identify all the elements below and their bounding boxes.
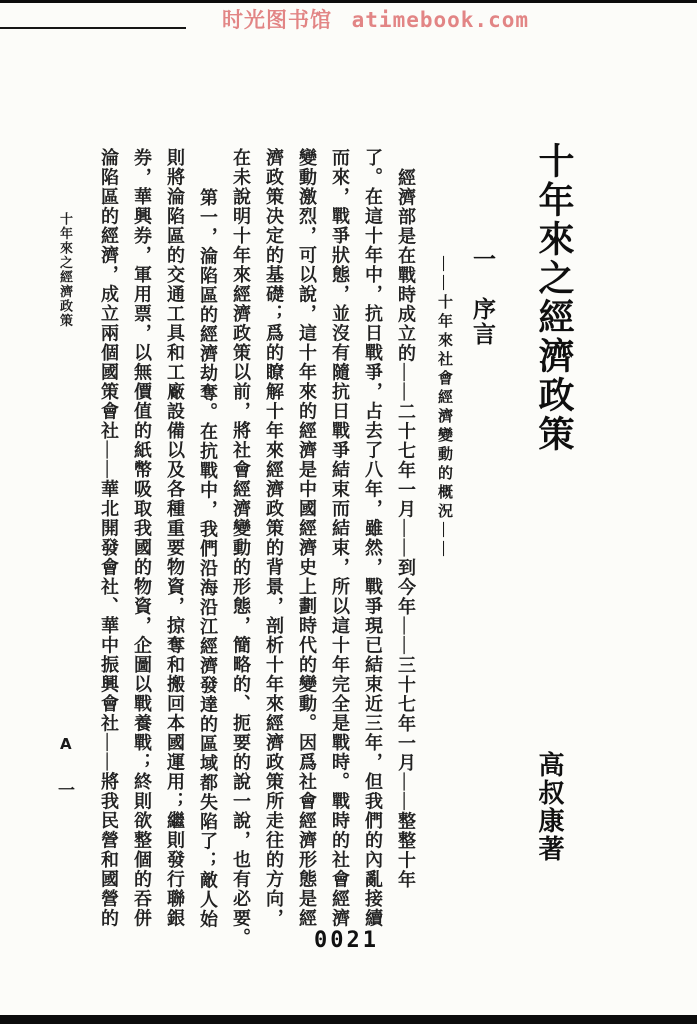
margin-mark-numeral: 一 bbox=[58, 781, 75, 800]
body-text bbox=[97, 148, 415, 960]
spine-title: 十年來之經濟政策 bbox=[58, 212, 73, 328]
text-column: 券，華興券，軍用票，以無價值的紙幣吸取我國的物資，企圖以戰養戰；終則欲整個的吞併 bbox=[132, 148, 152, 928]
scan-bottom-edge bbox=[0, 1015, 697, 1024]
margin-mark-letter: A bbox=[60, 735, 72, 753]
text-column: 濟政策决定的基礎；爲的瞭解十年來經濟政策的背景，剖析十年來經濟政策所走往的方向， bbox=[264, 148, 284, 928]
chapter-subtitle: ——十年來社會經濟變動的概況—— bbox=[436, 256, 452, 560]
scan-top-edge bbox=[0, 0, 697, 3]
text-column: 淪陷區的經濟，成立兩個國策會社——華北開發會社、華中振興會社——將我民營和國營的 bbox=[99, 148, 119, 928]
chapter-heading: 一 序言 bbox=[470, 247, 495, 347]
scan-top-left-line bbox=[0, 27, 186, 29]
text-column: 則將淪陷區的交通工具和工廠設備以及各種重要物資，掠奪和搬回本國運用；繼則發行聯銀 bbox=[165, 148, 185, 928]
text-column: 而來，戰爭狀態，並沒有隨抗日戰爭結束而結束，所以這十年完全是戰時。戰時的社會經濟 bbox=[330, 148, 350, 928]
library-watermark: 时光图书馆 atimebook.com bbox=[222, 8, 530, 32]
page-number: 0021 bbox=[314, 928, 379, 953]
author-name: 高叔康著 bbox=[535, 751, 564, 863]
text-column: 第一，淪陷區的經濟劫奪。在抗戰中，我們沿海沿江經濟發達的區域都失陷了；敵人始 bbox=[198, 188, 218, 929]
text-column: 變動激烈，可以說，這十年來的經濟是中國經濟史上劃時代的變動。因爲社會經濟形態是經 bbox=[297, 148, 317, 928]
book-title: 十年來之經濟政策 bbox=[534, 142, 574, 454]
text-column: 了。在這十年中，抗日戰爭，占去了八年，雖然，戰爭現已結束近三年，但我們的內亂接續 bbox=[363, 148, 383, 928]
text-column: 經濟部是在戰時成立的——二十七年一月——到今年——三十七年一月——整整十年 bbox=[396, 168, 416, 890]
text-column: 在未說明十年來經濟政策以前，將社會經濟變動的形態，簡略的、扼要的說一說，也有必要。 bbox=[231, 148, 251, 948]
